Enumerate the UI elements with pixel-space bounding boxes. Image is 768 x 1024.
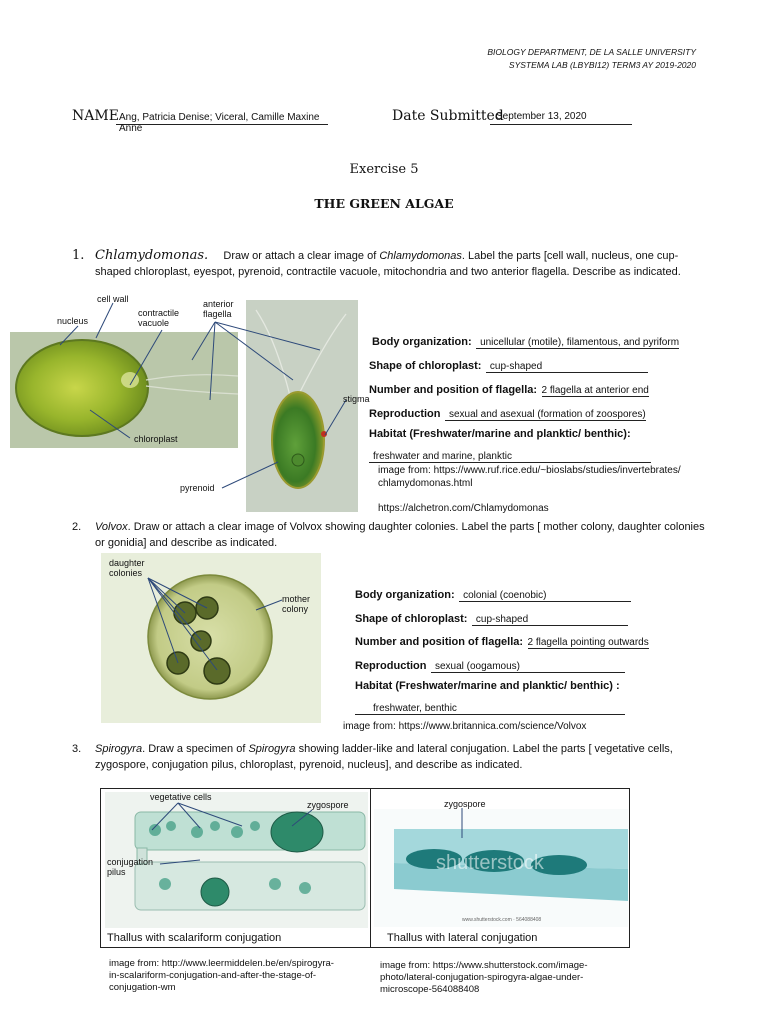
label-zygospore-left: zygospore <box>307 800 349 810</box>
q2-chloro-value[interactable]: cup-shaped <box>472 614 628 626</box>
q2-number: 2. <box>72 521 82 533</box>
name-field[interactable]: Ang, Patricia Denise; Viceral, Camille Maxine Anne <box>116 110 328 125</box>
exercise-number: Exercise 5 <box>349 162 419 177</box>
q1-organism: Chlamydomonas. <box>95 248 209 263</box>
q3-text-c: showing ladder-like and lateral conjugation. Label the parts [ vegetative cells, zygospore, conjugation pilus, chloroplast, pyrenoid, nucleus], and describe as indicated. <box>95 743 673 771</box>
label-nucleus: nucleus <box>57 316 89 326</box>
label-conjugation: conjugation <box>107 857 154 867</box>
name-label: NAME <box>72 108 119 124</box>
q3-source-right-1: image from: https://www.shutterstock.com/image- <box>380 960 588 971</box>
q1-repro-label: Reproduction <box>369 408 441 420</box>
label-colonies: colonies <box>109 568 143 578</box>
q2-repro-label: Reproduction <box>355 660 427 672</box>
q2-habitat-label: Habitat (Freshwater/marine and planktic/ benthic) : <box>355 680 620 692</box>
label-chloroplast: chloroplast <box>134 434 178 444</box>
label-vacuole: vacuole <box>138 318 170 328</box>
q1-chloro-value[interactable]: cup-shaped <box>486 361 648 373</box>
q2-flag-value[interactable]: 2 flagella pointing outwards <box>527 637 649 648</box>
q1-repro-value[interactable]: sexual and asexual (formation of zoospores) <box>445 409 646 421</box>
q1-habitat-value[interactable]: freshwater and marine, planktic <box>369 451 651 463</box>
q3-source-left-2: in-scalariform-conjugation-and-after-the-stage-of- <box>109 970 316 981</box>
q1-number: 1. <box>72 248 85 263</box>
q1-body-org-value[interactable]: unicellular (motile), filamentous, and pyriform <box>476 337 679 349</box>
q2-body-org-value[interactable]: colonial (coenobic) <box>459 590 631 602</box>
caption-lateral: Thallus with lateral conjugation <box>387 932 538 944</box>
q3-source-left-3: conjugation-wm <box>109 982 176 993</box>
q3-source-left-1: image from: http://www.leermiddelen.be/en/spirogyra- <box>109 958 334 969</box>
q1-text-a: Draw or attach a clear image of <box>223 250 380 262</box>
q3-text-b: Spirogyra <box>248 743 296 755</box>
q3-source-right-2: photo/lateral-conjugation-spirogyra-algae-under- <box>380 972 584 983</box>
date-label: Date Submitted <box>392 108 504 124</box>
q3-source-right-3: microscope-564088408 <box>380 984 480 995</box>
q1-text-c: . Label the parts [cell wall, nucleus, one cup-shaped chloroplast, eyespot, pyrenoid, contractile vacuole, mitochondria and two anterior flagella. Describe as indicated. <box>95 250 681 278</box>
watermark-small-text: www.shutterstock.com · 564088408 <box>462 917 542 923</box>
q3-source-left <box>109 958 334 994</box>
label-contractile: contractile <box>138 308 180 318</box>
label-stigma: stigma <box>343 394 370 404</box>
page-title: THE GREEN ALGAE <box>314 196 454 211</box>
label-daughter: daughter <box>109 558 145 568</box>
q2-habitat-value[interactable]: freshwater, benthic <box>355 703 625 715</box>
q2-flag-label: Number and position of flagella: <box>355 636 524 648</box>
date-field[interactable]: September 13, 2020 <box>490 110 632 125</box>
q1-habitat-label: Habitat (Freshwater/marine and planktic/ benthic): <box>369 428 631 440</box>
q1-chloro-label: Shape of chloroplast: <box>369 360 482 372</box>
header-line-2: SYSTEMA LAB (LBYBI12) TERM3 AY 2019-2020 <box>508 60 696 70</box>
label-conjugation-pilus <box>107 857 153 877</box>
q2-repro-value[interactable]: sexual (oogamous) <box>431 661 625 673</box>
q2-text-body: . Draw or attach a clear image of Volvox showing daughter colonies. Label the parts [ mother colony, daughter colonies or gonidia] and describe as indicated. <box>95 521 705 549</box>
q2-organism: Volvox <box>95 521 128 533</box>
label-vegetative-cells: vegetative cells <box>150 792 212 802</box>
q3-number: 3. <box>72 743 82 755</box>
label-cell-wall: cell wall <box>97 294 129 304</box>
header-line-1: BIOLOGY DEPARTMENT, DE LA SALLE UNIVERSITY <box>487 47 696 57</box>
label-colony: colony <box>282 604 309 614</box>
caption-scalariform: Thallus with scalariform conjugation <box>107 932 282 944</box>
label-pyrenoid: pyrenoid <box>180 483 215 493</box>
q1-flag-value[interactable]: 2 flagella at anterior end <box>541 385 649 396</box>
q3-source-right <box>380 960 587 996</box>
label-anterior: anterior <box>203 299 234 309</box>
q1-source-1a: image from: https://www.ruf.rice.edu/~bioslabs/studies/invertebrates/ <box>378 465 681 476</box>
q3-text-a: . Draw a specimen of <box>142 743 249 755</box>
q1-source-1b: chlamydomonas.html <box>378 478 473 489</box>
q1-source-2: https://alchetron.com/Chlamydomonas <box>378 503 549 514</box>
q2-chloro-label: Shape of chloroplast: <box>355 613 468 625</box>
q1-body-org-label: Body organization: <box>372 336 472 348</box>
q3-organism: Spirogyra <box>95 743 143 755</box>
q1-flag-label: Number and position of flagella: <box>369 384 538 396</box>
watermark-text: shutterstock <box>436 852 544 874</box>
label-mother: mother <box>282 594 311 604</box>
label-pilus: pilus <box>107 867 126 877</box>
q2-source: image from: https://www.britannica.com/science/Volvox <box>343 721 587 732</box>
label-flagella: flagella <box>203 309 232 319</box>
q1-text-b: Chlamydomonas <box>379 250 462 262</box>
q2-body-org-label: Body organization: <box>355 589 455 601</box>
label-zygospore-right: zygospore <box>444 799 486 809</box>
